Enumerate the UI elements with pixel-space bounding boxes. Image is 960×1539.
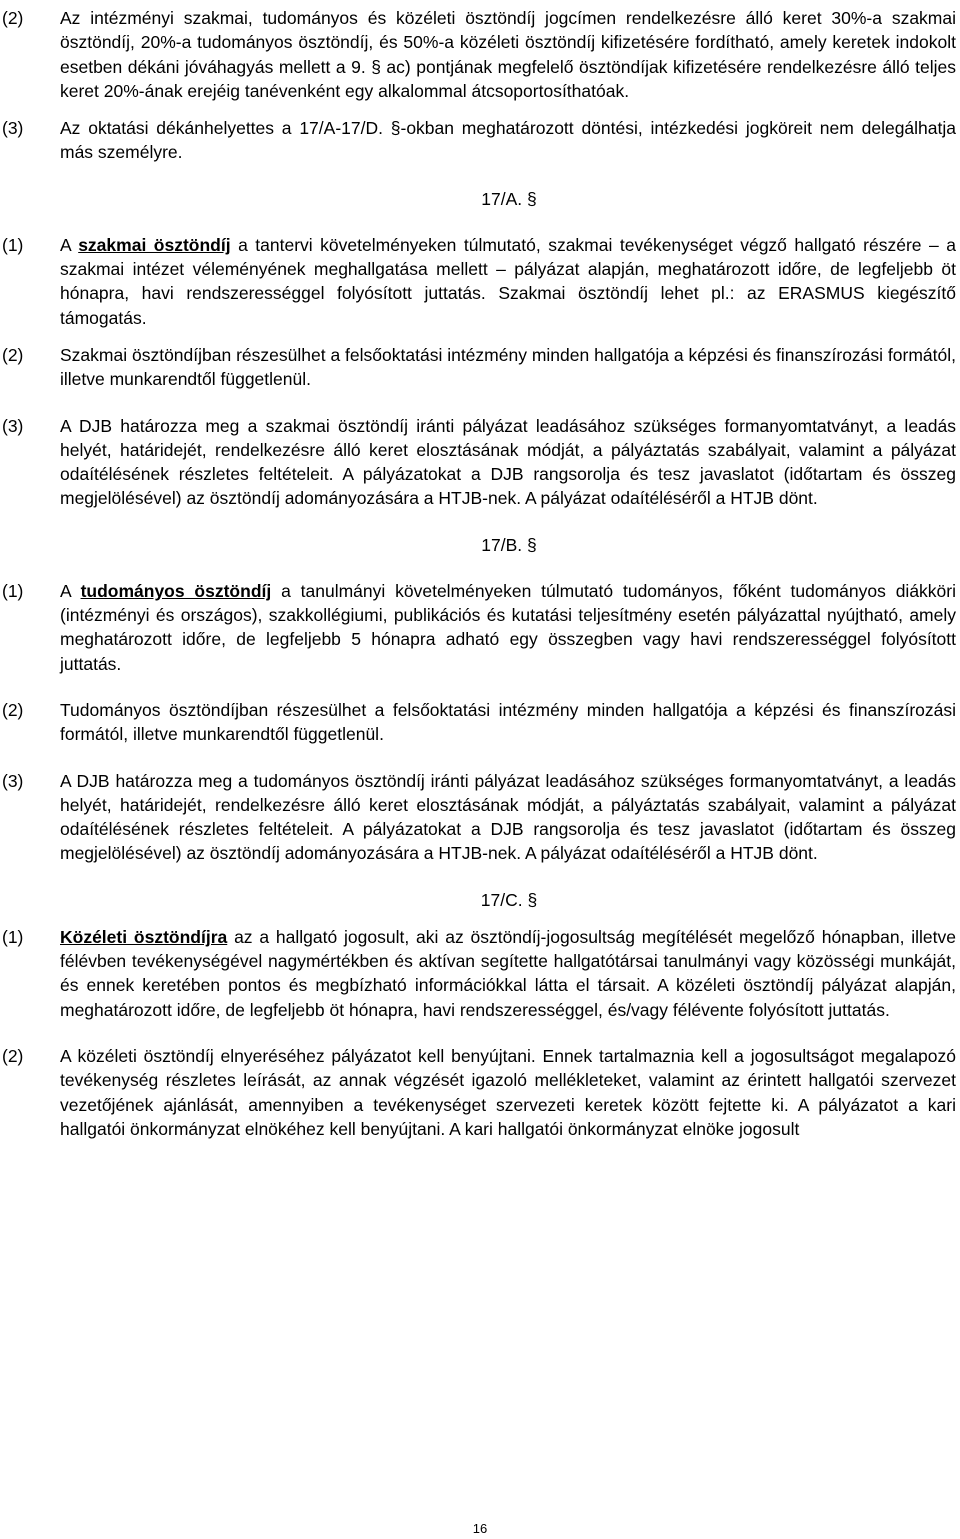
paragraph-number: (1) [2, 926, 24, 947]
paragraph-17b-3 [0, 769, 960, 866]
paragraph-number: (2) [2, 1045, 24, 1066]
paragraph-number: (1) [2, 234, 24, 255]
section-heading-17c: 17/C. § [480, 889, 538, 910]
paragraph-17a-1 [0, 233, 960, 330]
defined-term: Közéleti ösztöndíjra [60, 926, 228, 947]
section-heading-17b: 17/B. § [481, 534, 537, 555]
paragraph-17b-1 [0, 579, 960, 676]
paragraph-number: (3) [2, 118, 24, 139]
paragraph-text [60, 233, 956, 330]
defined-term: tudományos ösztöndíj [80, 580, 272, 601]
paragraph-text: Tudományos ösztöndíjban részesülhet a felsőoktatási intézmény minden hallgatója a képzési és finanszírozási formától, illetve munkarendtől függetlenül. [60, 699, 956, 745]
paragraph-text: A közéleti ösztöndíj elnyeréséhez pályázatot kell benyújtani. Ennek tartalmaznia kell a jogosultságot megalapozó tevékenység részletes leírását, az annak végzését igazoló mellékleteket, valamint az érintett hallgatói szervezet vezetőjének ajánlását, amennyiben a tevékenységet szervezeti keretek között fejtette ki. A pályázatot a kari hallgatói önkormányzat elnökéhez kell benyújtani. A kari hallgatói önkormányzat elnöke jogosult [60, 1045, 956, 1139]
paragraph-text: Az intézményi szakmai, tudományos és közéleti ösztöndíj jogcímen rendelkezésre álló keret 30%-a szakmai ösztöndíj, 20%-a tudományos ösztöndíj, és 50%-a közéleti ösztöndíj kifizetésére fordítható, amely keretek indokolt esetben dékáni jóváhagyás mellett a 9. § ac) pontjának megfelelő ösztöndíjak kifizetésére rendelkezésre álló teljes keret 20%-ának erejéig tanévenként egy alkalommal átcsoportosíthatóak. [60, 8, 956, 101]
text-prefix: A [60, 580, 81, 601]
paragraph-3-intro [0, 116, 960, 165]
paragraph-17c-2 [0, 1044, 960, 1141]
paragraph-17c-1 [0, 925, 960, 1022]
text-body: a tanulmányi követelményeken túlmutató tudományos, főként tudományos diákköri (intézményi és országos), szakkollégiumi, publikációs és kutatási teljesítmény esetén pályázattal nyújtható, amely meghatározott időre, de legfeljebb 5 hónapra adható egy összegben vagy havi rendszerességgel folyósított juttatás. [60, 580, 956, 674]
page-number: 16 [472, 1521, 488, 1536]
paragraph-text: A DJB határozza meg a szakmai ösztöndíj iránti pályázat leadásához szükséges formanyomtatványt, a leadás helyét, határidejét, rendelkezésre álló keret elosztásának módját, a pályáztatás szabályait, valamint a pályázat odaítélésének részletes feltételeit. A pályázatokat a DJB rangsorolja és tesz javaslatot (időtartam és összeg megjelölésével) az ösztöndíj adományozására a HTJB-nek. A pályázat odaítéléséről a HTJB dönt. [60, 415, 956, 509]
paragraph-2-intro [0, 6, 960, 103]
paragraph-number: (1) [2, 580, 24, 601]
paragraph-number: (2) [2, 344, 24, 365]
text-body: az a hallgató jogosult, aki az ösztöndíj-jogosultság megítélését megelőző hónapban, illetve félévben tevékenységével nagymértékben és aktívan segítette hallgatótársai tanulmányi vagy közösségi munkáját, és ennek keretében pontos és megbízható információkkal látta el társait. A közéleti ösztöndíj pályázat alapján, meghatározott időre, de legfeljebb öt hónapra, havi rendszerességgel, és/vagy félévente folyósított juttatás. [60, 926, 956, 1020]
paragraph-number: (3) [2, 415, 24, 436]
defined-term: szakmai ösztöndíj [78, 234, 231, 255]
section-heading-17a: 17/A. § [481, 188, 537, 209]
paragraph-text [60, 579, 956, 676]
text-body: a tantervi követelményeken túlmutató, szakmai tevékenységet végző hallgató részére – a szakmai intézet véleményének meghallgatása mellett – pályázat alapján, meghatározott időre, de legfeljebb öt hónapra, havi rendszerességgel folyósított juttatás. Szakmai ösztöndíj lehet pl.: az ERASMUS kiegészítő támogatás. [60, 234, 956, 328]
paragraph-number: (2) [2, 8, 24, 28]
text-prefix: A [60, 234, 79, 255]
paragraph-text: A DJB határozza meg a tudományos ösztöndíj iránti pályázat leadásához szükséges formanyomtatványt, a leadás helyét, határidejét, rendelkezésre álló keret elosztásának módját, a pályáztatás szabályait, valamint a pályázat odaítélésének részletes feltételeit. A pályázatokat a DJB rangsorolja és tesz javaslatot (időtartam és összeg megjelölésével) az ösztöndíj adományozására a HTJB-nek. A pályázat odaítéléséről a HTJB dönt. [60, 770, 956, 864]
paragraph-text [60, 925, 956, 1022]
paragraph-number: (2) [2, 699, 24, 720]
paragraph-17a-3 [0, 414, 960, 511]
paragraph-17a-2 [0, 343, 960, 392]
paragraph-text: Az oktatási dékánhelyettes a 17/A-17/D. §-okban meghatározott döntési, intézkedési jogköreit nem delegálhatja más személyre. [60, 118, 956, 163]
paragraph-17b-2 [0, 698, 960, 747]
paragraph-number: (3) [2, 770, 24, 791]
paragraph-text: Szakmai ösztöndíjban részesülhet a felsőoktatási intézmény minden hallgatója a képzési és finanszírozási formától, illetve munkarendtől függetlenül. [60, 344, 956, 390]
